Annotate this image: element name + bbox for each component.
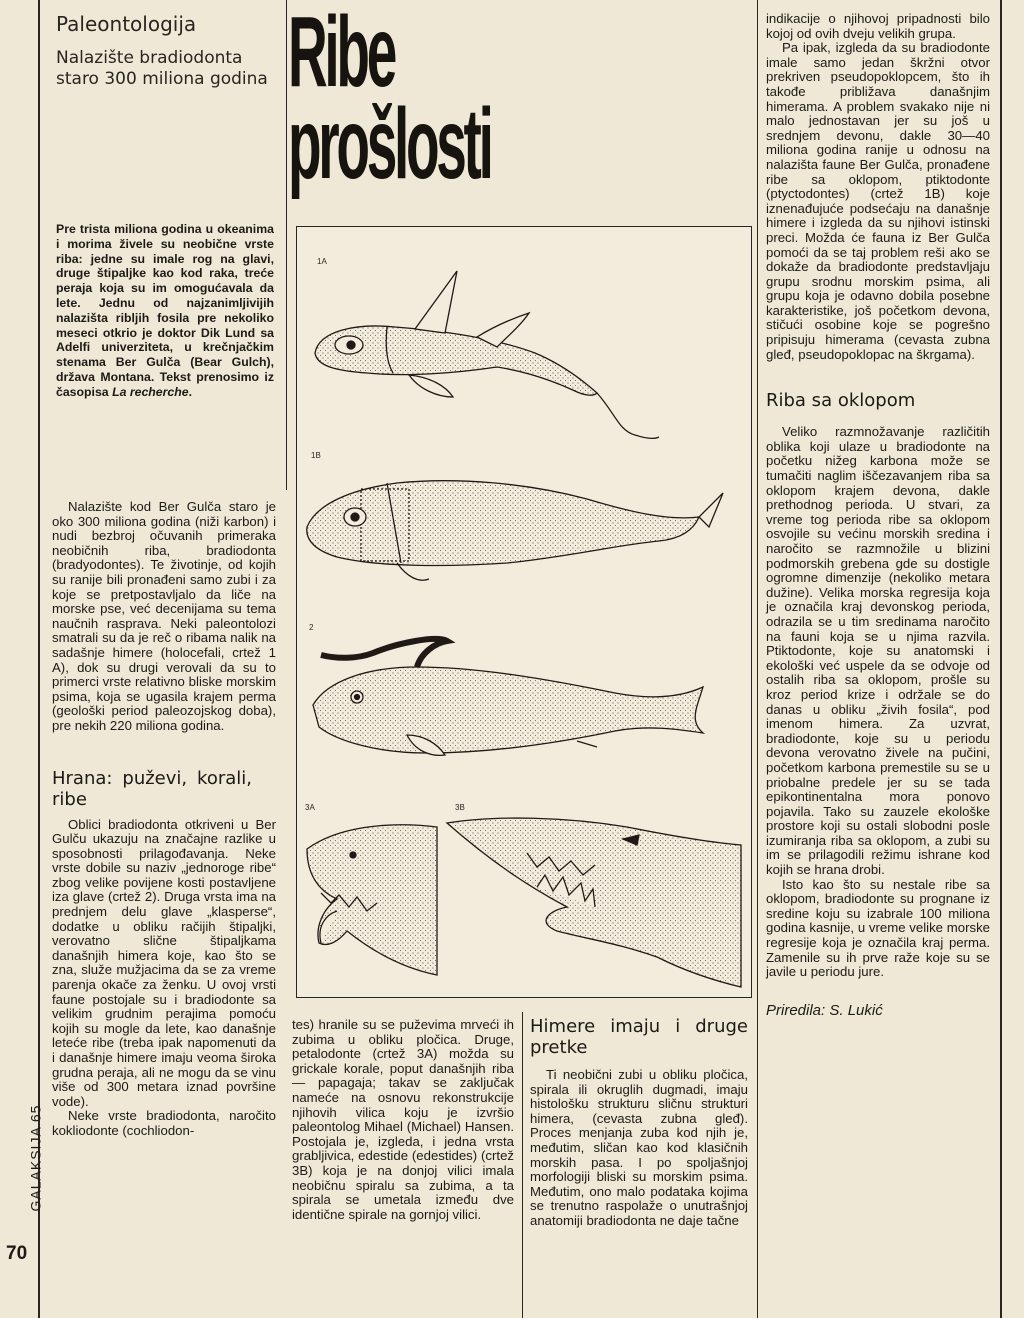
chimaeras-paragraph: Ti neobični zubi u obliku pločica, spirala ili okruglih dugmadi, imaju histološku strukturu sličnu strukturi himera, (cevasta zubna gleđ). Proces menjanja zuba kod njih je, međutim, sličan kao kod klasičnih morskih pasa. I po spoljašnjoj morfologiji bliski su morskim psima. Međutim, ono malo podataka kojima se trenutno raspolaže o unutrašnjoj anatomiji bradiodonta ne daje tačne — [530, 1067, 748, 1228]
chimaera-fish-illustration — [315, 271, 659, 438]
figure-label-3a: 3A — [305, 803, 315, 812]
figure-label-1a: 1A — [317, 257, 327, 266]
lead-source: La recherche — [112, 384, 189, 399]
lead-end: . — [188, 384, 193, 399]
lead-paragraph — [56, 222, 274, 400]
lead-text: Pre trista miliona godina u okeanima i morima živele su neobične vrste riba: jedne su imale rog na glavi, druge štipaljke kao kod raka, treće peraja koja su im omogućavala da lete. Jednu od najzanimljivijih nalazišta ribljih fosila pre nekoliko meseci otkrio je doktor Dik Lund sa Adelfi univerziteta, u krečnjačkim stenama Ber Gulča (Bear Gulch), država Montana. Tekst prenosimo iz časopisa — [56, 222, 274, 399]
edestid-head-illustration — [447, 818, 741, 987]
left-column — [52, 500, 276, 1139]
middle-paragraph: tes) hranile su se puževima mrvеći ih zubima u obliku pločica. Druge, petalodonte (crtež 3A) možda su grickale korale, poput današnjih riba — papagaja; takav se zaključak nameće na osnovu rekonstrukcije njihovih vilica koju je izvršio paleontolog Mihael (Michael) Hansen. Postojala je, izgleda, i jedna vrsta grabljivica, edestide (edestides) (crtež 3B) koja je na donjoj vilici imala neobičnu spiralu sa zubima, a ta spirala se umetala između dve identične spirale na gornjoj vilici. — [292, 1017, 514, 1222]
magazine-name: GALAKSIJA 65 — [27, 1104, 44, 1212]
petalodont-head-illustration — [307, 825, 437, 975]
food-paragraph-2: Neke vrste bradiodonta, naročito kokliodonte (cochliodon- — [52, 1108, 276, 1138]
page-title-line1: Ribe — [288, 0, 394, 108]
unicorn-fish-illustration — [313, 639, 703, 755]
ptyctodont-fish-illustration — [307, 481, 723, 580]
right-column — [766, 12, 990, 1018]
section-title-armored-fish: Riba sa oklopom — [766, 390, 916, 412]
page-number: 70 — [6, 1243, 28, 1264]
right-paragraph-1: indikacije o njihovoj pripadnosti bilo kojoj od ovih dveju velikih grupa. — [766, 11, 990, 41]
intro-paragraph: Nalazište kod Ber Gulča staro je oko 300 miliona godina (niži karbon) i nudi bezbroj očuvanih primeraka neobičnih riba, bradiodonta (bradyodontes). Te životinje, od kojih su ranije bili pronađeni samo zubi i za koje se pretpostavljalo da liče na morske pse, već decenijama su tema naučnih rasprava. Neki paleontolozi smatrali su da je reč o ribama nalik na sadašnje himere (holocefali, crtež 1 A), dok su drugi verovali da su to primerci vrste relativno bliske morskim psima, koja se ugasila krajem perma (geološki period paleozojskog doba), pre nekih 220 miliona godina. — [52, 499, 276, 733]
page-subtitle: Nalazište bradiodonta staro 300 miliona godina — [56, 48, 268, 89]
right-border-rule — [1000, 0, 1002, 1318]
food-paragraph-1: Oblici bradiodonta otkriveni u Ber Gulču ukazuju na značajne razlike u sposobnosti prilagođavanja. Neke vrste dobile su naziv „jednoroge ribe“ zbog velike povijene kosti postavljene iza glave (crtež 2). Druga vrsta ima na prednjem delu glave „klasperse“, dodatke u obliku račijih štipaljki, verovatno slične štipaljkama današnjih himera koje, kao što se zna, služe mužjacima da se za vreme parenja okače za ženku. U ovoj vrsti faune postojale su i bradiodonte sa velikim grudnim perajima pomoću kojih su mogle da lete, kao današnje leteće ribe (treba ipak napomenuti da i današnje himere imaju veoma široka grudna peraja, ali ne mogu da se vinu više od 300 metara iznad površine vode). — [52, 816, 276, 1109]
topic-label: Paleontologija — [56, 12, 197, 36]
figure-label-1b: 1B — [311, 451, 321, 460]
section-title-chimaeras: Himere imaju i druge pretke — [530, 1016, 748, 1058]
right-paragraph-2: Pa ipak, izgleda da su bradiodonte imale samo jedan škržni otvor prekriven pseudopoklopcem, što ih takođe približava današnjim himerama. A problem svakako nije ni malo jednostavan jer su još u srednjem devonu, dakle 30—40 miliona godina ranije u odnosu na nalazišta faune Ber Gulča, pronađene ribe sa oklopom, ptiktodonte (ptyctodontes) (crtež 1B) koje iznenađujuće podsećaju na današnje himere i izgleda da su njihovi istinski preci. Možda će fauna iz Ber Gulča pomoći da se taj problem reši ako se dokaže da bradiodonte predstavljaju grupu srodnu morskim psima, ali grupu koja je odavno dobila posebne karakteristike, još početkom devona, stičući osobine koje se pogrešno pripisuju himerama (cevasta zubna gleđ, pseudopoklopac na škrgama). — [766, 40, 990, 362]
page-title — [288, 0, 491, 200]
middle-column — [292, 1018, 514, 1222]
fish-drawings — [297, 227, 751, 997]
figure-label-2: 2 — [309, 623, 314, 632]
armored-paragraph-1: Veliko razmnožavanje različitih oblika koji ulaze u bradiodonte na početku nižeg karbona može se tumačiti naglim iščezavanjem riba sa oklopom krajem devona, dakle prethodnog perioda. U stvari, za vreme tog perioda ribe sa oklopom osvojile su većinu morskih sredina i naročito se razmnožile u blizini podmorskih grebena gde su dostigle ogromne dimenzije (nekoliko metara dužine). Velika morska regresija koja je označila kraj devonskog perioda, odrazila se u tim sredinama naročito na fauni koja se u njima razvila. Ptiktodonte, koje su anatomski i ekološki već uspele da se odvoje od ostalih riba sa oklopom, prošle su kroz period krize i održale se do danas u obliku „živih fosila“, pod imenom himera. Za uzvrat, bradiodonte, koje su u periodu devona verovatno živele na pučini, početkom karbona premestile su se u priobalne predele jer su se tada epikontinentalna mora ponovo pojavila. Tako su zauzele ekološke prostore koji su ostali slobodni posle izumiranja riba sa oklopom, a zubi su im se prilagodili režimu ishrane kod kojih se hrana drobi. — [766, 424, 990, 878]
column-rule-2 — [757, 0, 758, 1318]
third-column — [530, 1016, 748, 1229]
fish-illustration-panel — [296, 226, 752, 998]
column-rule-1 — [286, 0, 287, 490]
page-title-line2: prošlosti — [288, 88, 491, 200]
author-signature: Priredila: S. Lukić — [766, 1001, 883, 1019]
figure-label-3b: 3B — [455, 803, 465, 812]
armored-paragraph-2: Isto kao što su nestale ribe sa oklopom, bradiodonte su prognane iz sredine koju su izabrale 100 miliona godina kasnije, u vreme velike morske regresije koja je označila kraj perma. Zamenile su ih prve raže koje su se javile u periodu jure. — [766, 876, 990, 980]
column-rule-3 — [522, 1012, 523, 1318]
section-title-food: Hrana: puževi, korali, ribe — [52, 767, 252, 810]
